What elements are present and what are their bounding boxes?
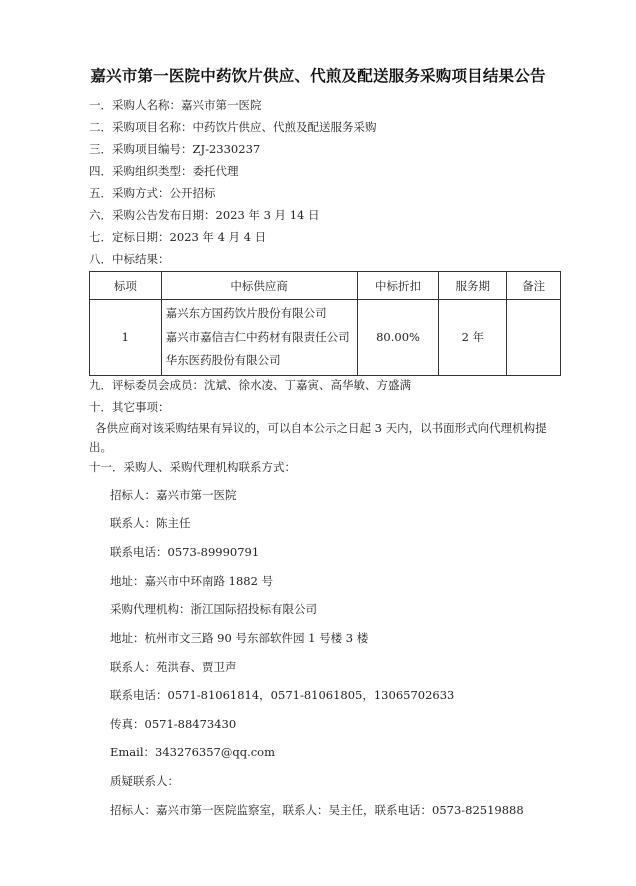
- contact-phone: 联系电话：0573-89990791: [110, 545, 260, 559]
- supplier-1: 嘉兴东方国药饮片股份有限公司: [165, 306, 327, 320]
- contact-person: 联系人：陈主任: [110, 516, 191, 530]
- agency-name: 采购代理机构：浙江国际招投标有限公司: [110, 602, 317, 616]
- other-matters-heading: 十．其它事项：: [89, 400, 170, 414]
- announcement-date: 六．采购公告发布日期：2023 年 3 月 14 日: [89, 208, 320, 222]
- organization-type: 四．采购组织类型：委托代理: [89, 164, 239, 178]
- agency-email: Email：343276357@qq.com: [110, 745, 276, 759]
- project-name: 二．采购项目名称：中药饮片供应、代煎及配送服务采购: [89, 120, 377, 134]
- agency-phone: 联系电话：0571-81061814，0571-81061805，13065702633: [110, 688, 455, 702]
- agency-contact-person: 联系人：苑洪春、贾卫声: [110, 660, 237, 674]
- award-result-heading: 八．中标结果：: [89, 252, 170, 266]
- cell-lot: 1: [90, 300, 162, 376]
- objection-contact: 招标人：嘉兴市第一医院监察室，联系人：吴主任，联系电话：0573-82519888: [110, 803, 524, 817]
- cell-suppliers: [161, 300, 357, 376]
- supplier-2: 嘉兴市嘉信吉仁中药材有限责任公司: [165, 329, 350, 344]
- award-result-table: [89, 271, 561, 376]
- page-title: 嘉兴市第一医院中药饮片供应、代煎及配送服务采购项目结果公告: [90, 67, 546, 85]
- cell-discount: 80.00%: [357, 300, 439, 376]
- table-row: [90, 300, 561, 376]
- award-date: 七．定标日期：2023 年 4 月 4 日: [89, 230, 267, 244]
- purchaser-name: 一．采购人名称：嘉兴市第一医院: [89, 98, 262, 112]
- procurement-method: 五．采购方式：公开招标: [89, 186, 216, 200]
- project-number: 三．采购项目编号：ZJ-2330237: [89, 142, 261, 156]
- supplier-3: 华东医药股份有限公司: [165, 353, 281, 367]
- header-lot: 标项: [90, 272, 162, 300]
- contact-address: 地址：嘉兴市中环南路 1882 号: [110, 574, 274, 588]
- header-supplier: 中标供应商: [161, 272, 357, 300]
- objection-contact-heading: 质疑联系人：: [110, 774, 179, 788]
- agency-address: 地址：杭州市文三路 90 号东部软件园 1 号楼 3 楼: [110, 631, 369, 645]
- header-discount: 中标折扣: [357, 272, 439, 300]
- other-matters-text: 各供应商对该采购结果有异议的，可以自本公示之日起 3 天内，以书面形式向代理机构提出。: [89, 421, 547, 454]
- agency-fax: 传真：0571-88473430: [110, 717, 237, 731]
- table-header-row: [90, 272, 561, 300]
- contact-tenderer: 招标人：嘉兴市第一医院: [110, 488, 237, 502]
- cell-period: 2 年: [439, 300, 507, 376]
- contact-heading: 十一．采购人、采购代理机构联系方式：: [89, 460, 296, 474]
- cell-remark: [507, 300, 561, 376]
- committee-members: 九．评标委员会成员：沈斌、徐水凌、丁嘉寅、高华敏、方盛满: [89, 378, 411, 392]
- header-period: 服务期: [439, 272, 507, 300]
- header-remark: 备注: [507, 272, 561, 300]
